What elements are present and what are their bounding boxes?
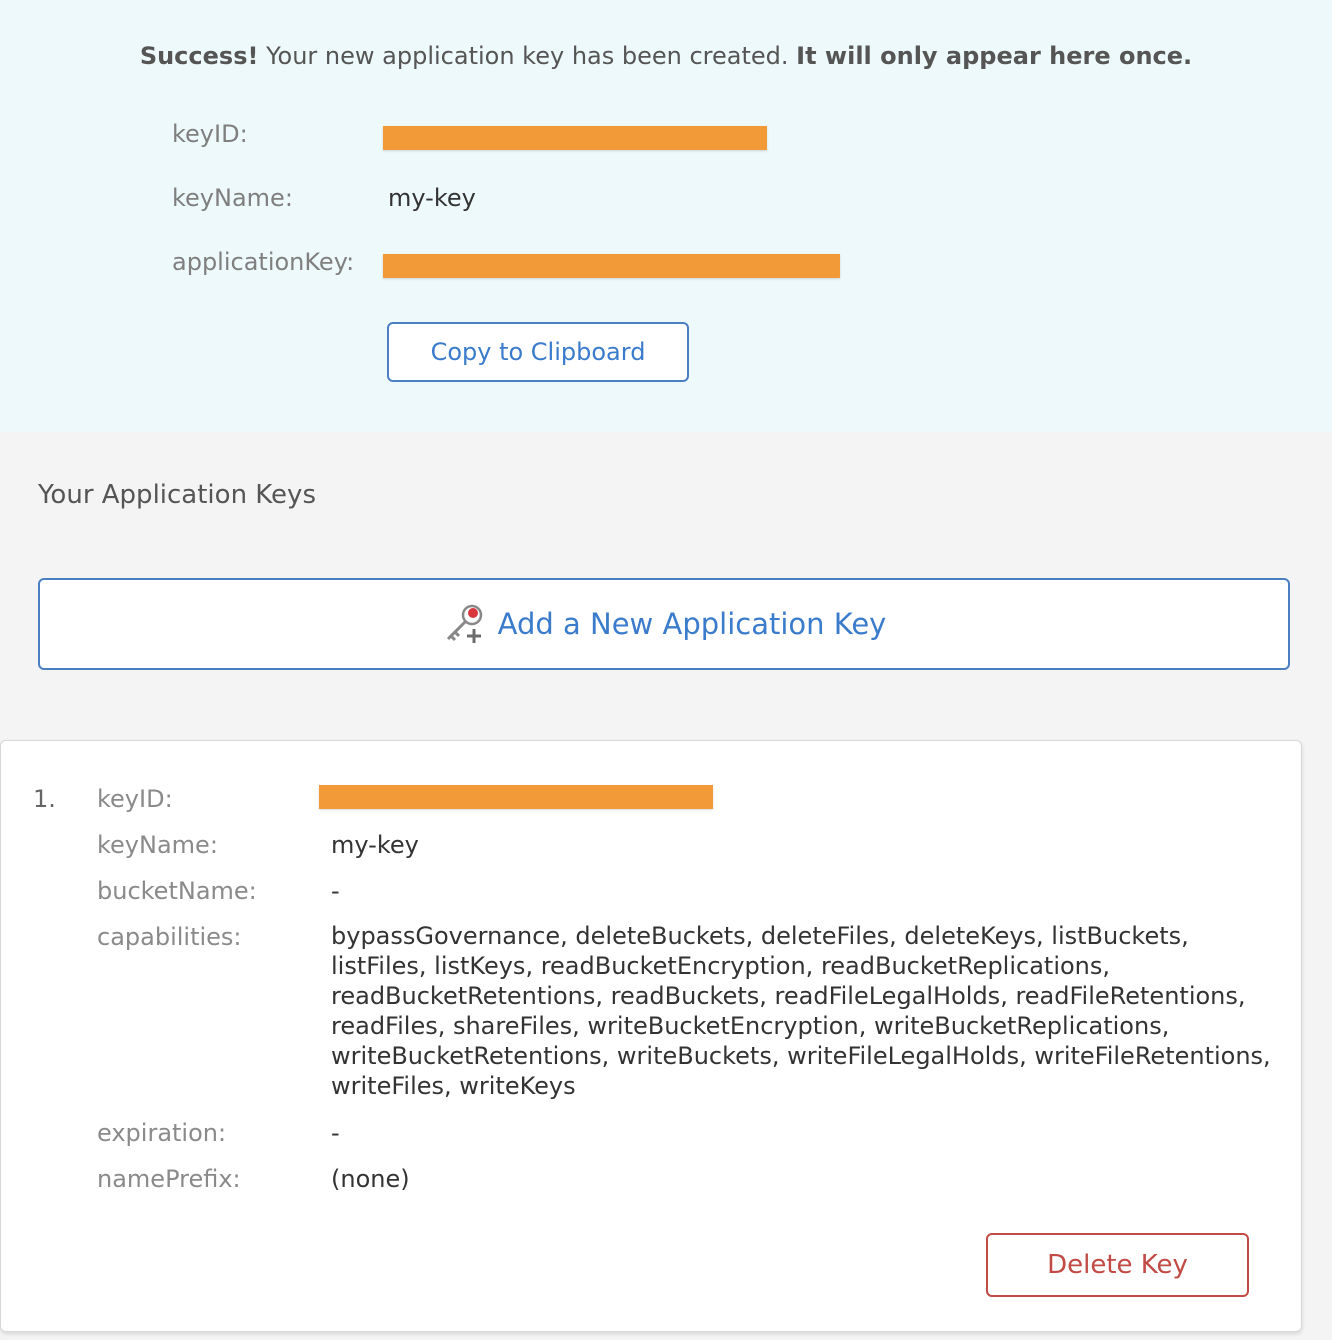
success-text: Your new application key has been created. xyxy=(258,42,797,70)
key-id-redacted xyxy=(383,126,767,150)
expiration-value: - xyxy=(331,1119,340,1147)
card-key-id-redacted xyxy=(319,785,713,809)
card-key-name-value: my-key xyxy=(331,831,419,859)
application-key-redacted xyxy=(383,254,840,278)
key-index: 1. xyxy=(33,785,56,813)
application-key-label: applicationKey: xyxy=(172,248,355,276)
key-card xyxy=(0,740,1302,1332)
name-prefix-label: namePrefix: xyxy=(97,1165,241,1193)
add-key-label: Add a New Application Key xyxy=(497,607,887,641)
delete-key-button[interactable]: Delete Key xyxy=(986,1233,1249,1297)
expiration-label: expiration: xyxy=(97,1119,227,1147)
bucket-name-label: bucketName: xyxy=(97,877,257,905)
success-panel xyxy=(0,0,1332,432)
bucket-name-value: - xyxy=(331,877,340,905)
capabilities-value: bypassGovernance, deleteBuckets, deleteFiles, deleteKeys, listBuckets, listFiles, listKeys, readBucketEncryption, readBucketReplications, readBucketRetentions, readBuckets, readFileLegalHolds, readFileRetentions, readFiles, shareFiles, writeBucketEncryption, writeBucketReplications, writeBucketRetentions, writeBuckets, writeFileLegalHolds, writeFileRetentions, writeFiles, writeKeys xyxy=(331,922,1271,1100)
copy-to-clipboard-button[interactable]: Copy to Clipboard xyxy=(387,322,689,382)
key-name-label: keyName: xyxy=(172,184,293,212)
card-key-name-label: keyName: xyxy=(97,831,218,859)
success-warning: It will only appear here once. xyxy=(796,42,1193,70)
add-key-icon xyxy=(442,603,484,645)
section-title: Your Application Keys xyxy=(38,480,316,510)
name-prefix-value: (none) xyxy=(331,1165,410,1193)
success-message xyxy=(0,42,1332,70)
key-id-label: keyID: xyxy=(172,120,248,148)
add-application-key-button[interactable] xyxy=(38,578,1290,670)
card-key-id-label: keyID: xyxy=(97,785,173,813)
key-name-value: my-key xyxy=(388,184,476,212)
capabilities-label: capabilities: xyxy=(97,923,242,951)
success-lead: Success! xyxy=(139,42,259,70)
